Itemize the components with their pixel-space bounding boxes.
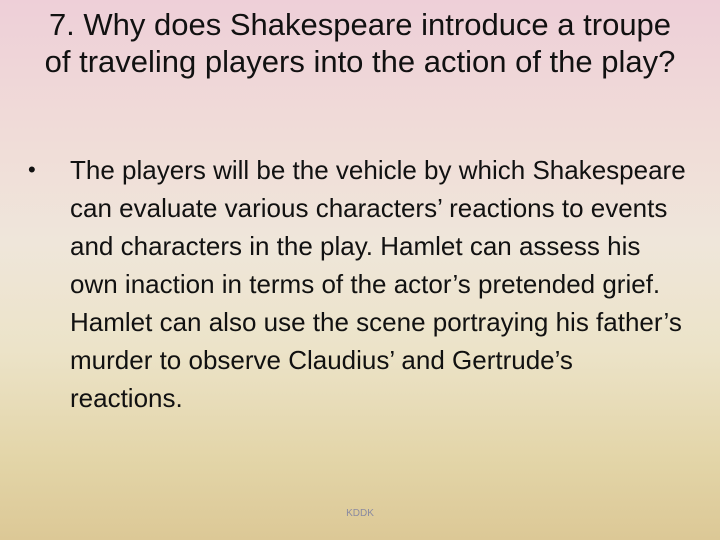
slide-body <box>28 151 688 417</box>
bullet-text: The players will be the vehicle by which Shakespeare can evaluate various characters’ reactions to events and characters in the play. Hamlet can assess his own inaction in terms of the actor’s pretended grief. Hamlet can also use the scene portraying his father’s murder to observe Claudius’ and Gertrude’s reactions. <box>70 155 686 413</box>
slide-title: 7. Why does Shakespeare introduce a troupe of traveling players into the action of the play? <box>44 7 676 79</box>
slide-footer: KDDK <box>346 508 374 519</box>
bullet-item <box>28 151 688 417</box>
bullet-icon: • <box>28 157 36 182</box>
